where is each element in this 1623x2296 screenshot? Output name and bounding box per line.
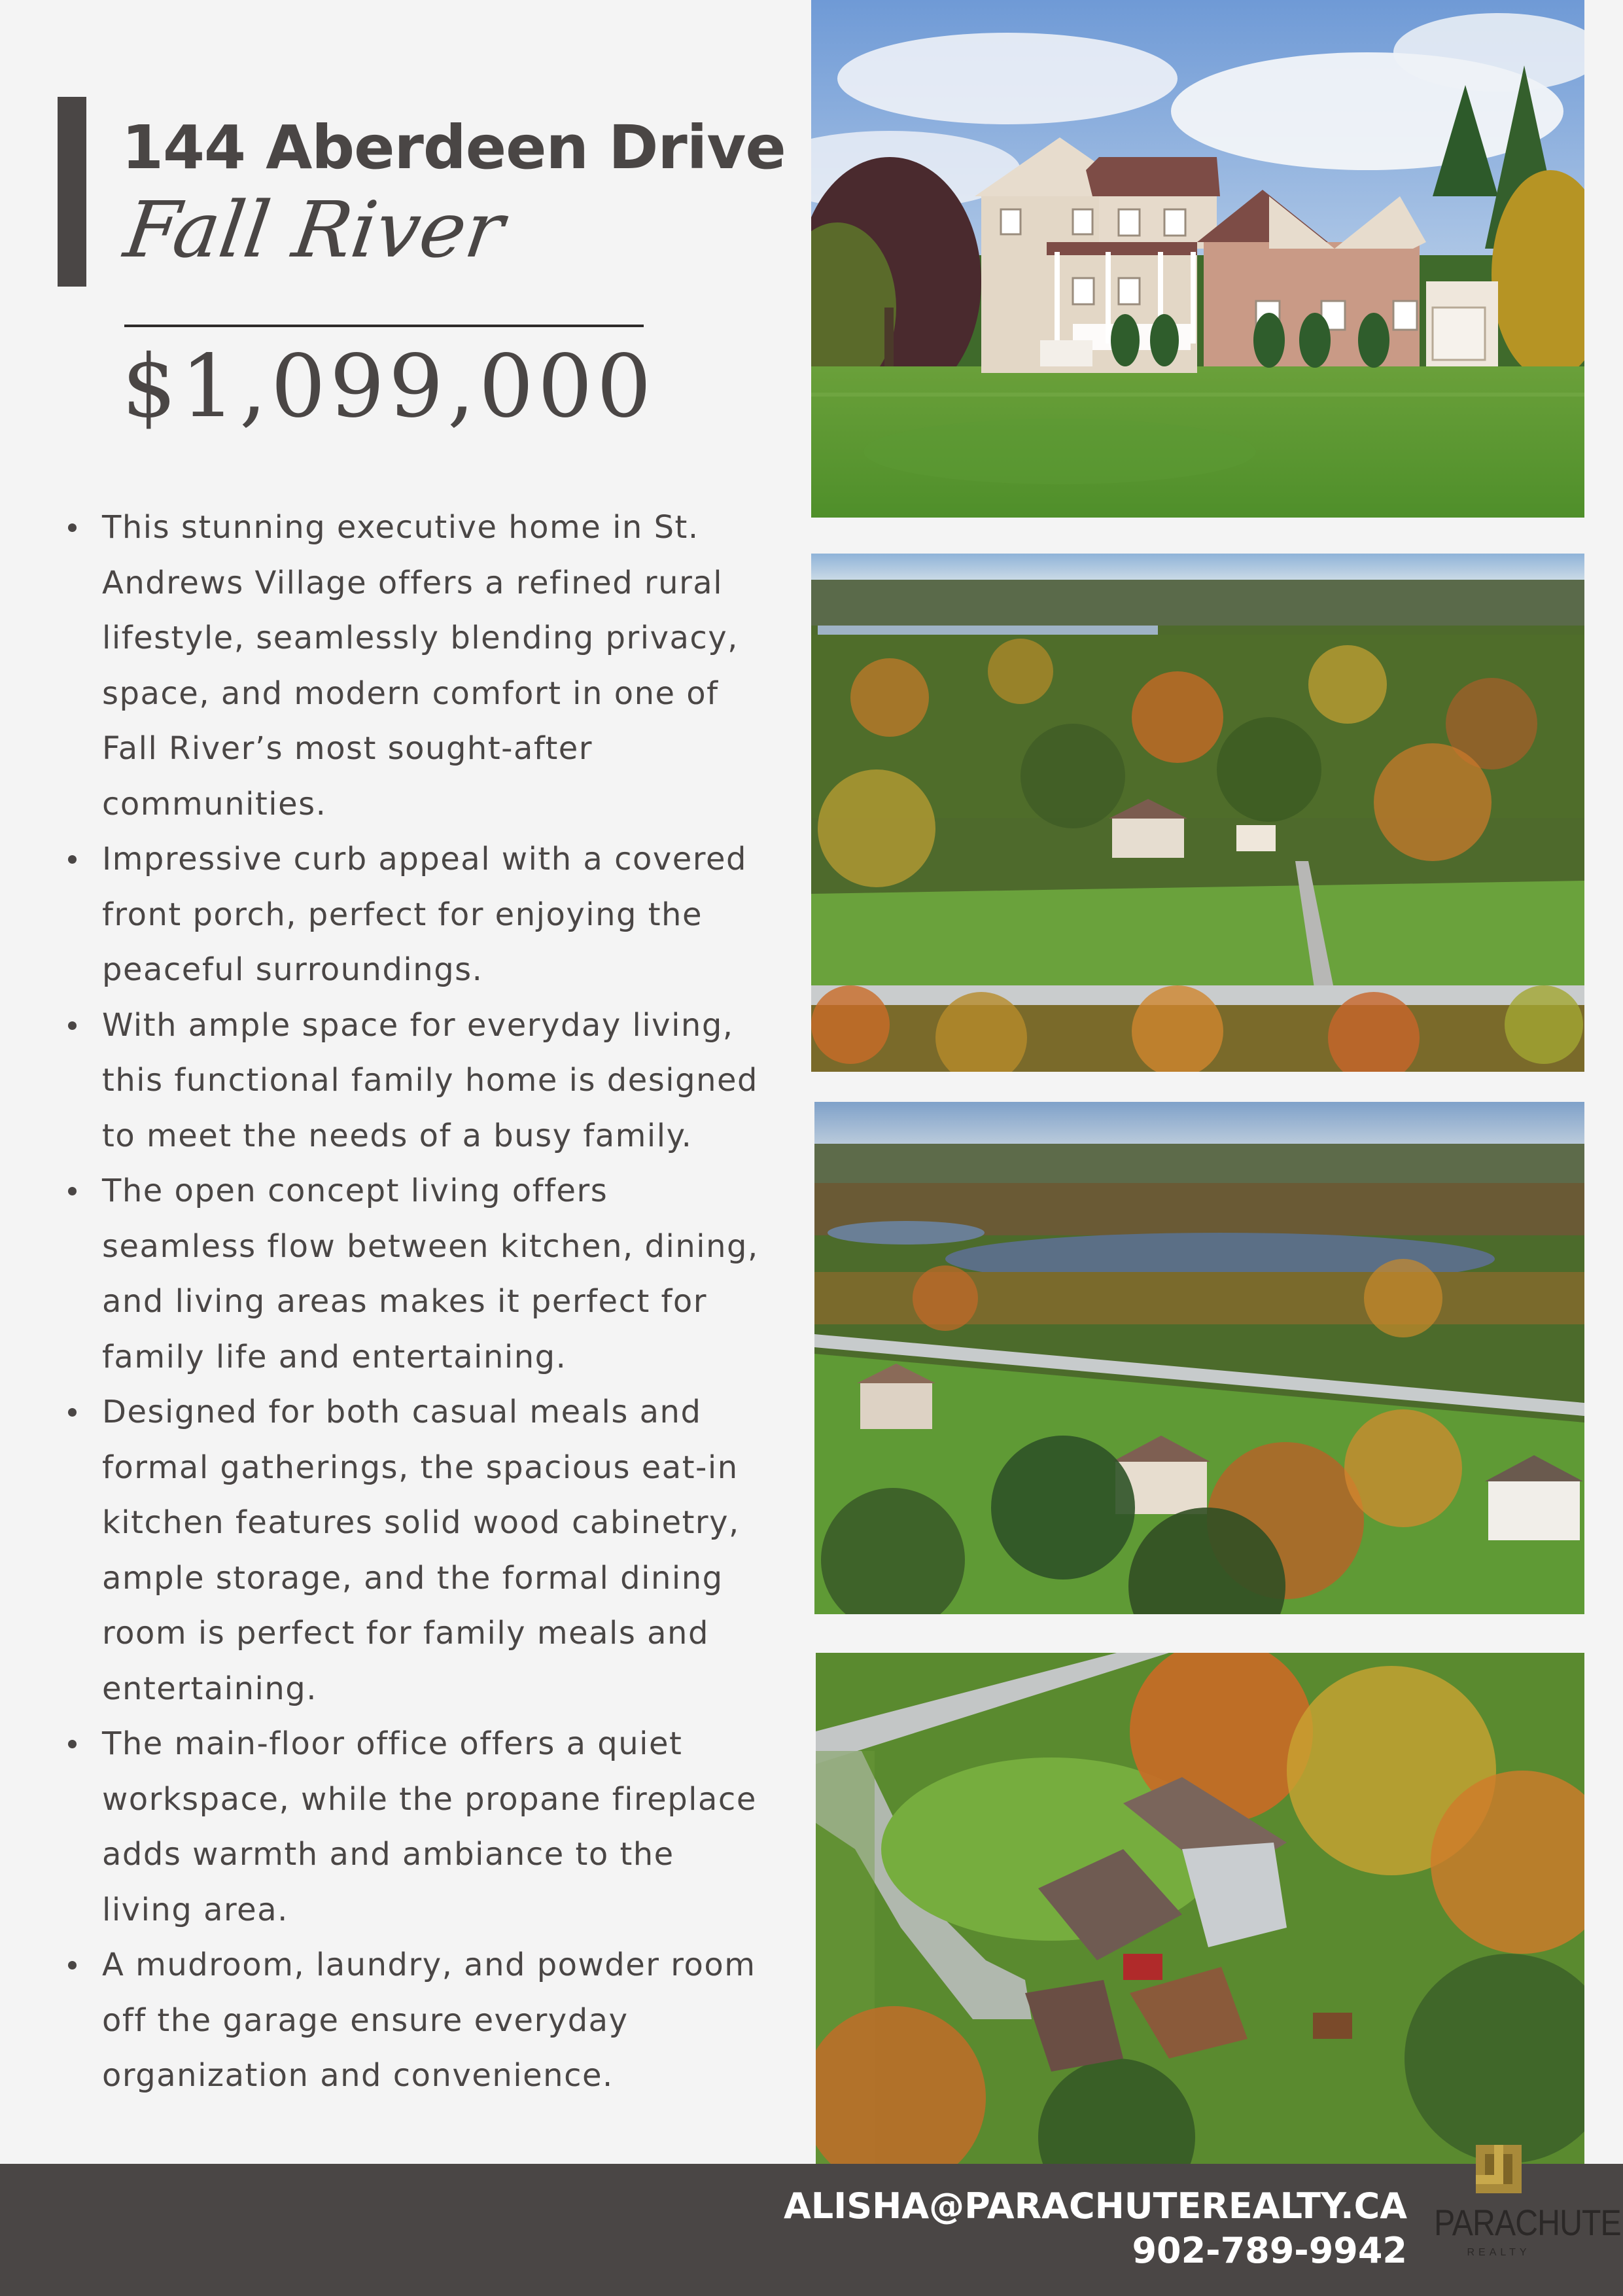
listing-street: 144 Aberdeen Drive	[122, 113, 786, 183]
contact-phone[interactable]: 902-789-9942	[1132, 2230, 1407, 2271]
contact-email[interactable]: ALISHA@PARACHUTEREALTY.CA	[783, 2185, 1407, 2227]
brand-logo	[1423, 2145, 1621, 2269]
bullet-icon	[68, 1408, 77, 1417]
bullet-icon	[68, 1961, 77, 1969]
feature-text: Designed for both casual meals and formal gatherings, the spacious eat-in kitchen features solid wood cabinetry, ample storage, and the formal dining room is perfect for family meals and entertaining.	[102, 1394, 740, 1707]
feature-item	[63, 1937, 769, 2104]
title-divider	[124, 325, 644, 327]
photo-house-front	[811, 0, 1584, 518]
listing-town: Fall River	[119, 185, 510, 275]
feature-item	[63, 1385, 769, 1716]
feature-item	[63, 1163, 769, 1385]
brand-name: PARACHUTE	[1434, 2202, 1621, 2243]
bullet-icon	[68, 855, 77, 864]
feature-text: The open concept living offers seamless flow between kitchen, dining, and living areas makes it perfect for family life and entertaining.	[102, 1173, 759, 1375]
bullet-icon	[68, 523, 77, 532]
listing-price: $1,099,000	[122, 336, 655, 437]
feature-item	[63, 832, 769, 998]
brand-subtitle: REALTY	[1467, 2247, 1531, 2258]
feature-text: The main-floor office offers a quiet workspace, while the propane fireplace adds warmth and ambiance to the living area.	[102, 1725, 757, 1928]
parachute-logo-icon	[1476, 2145, 1522, 2193]
feature-text: With ample space for everyday living, this functional family home is designed to meet the needs of a busy family.	[102, 1006, 759, 1154]
feature-text: A mudroom, laundry, and powder room off the garage ensure everyday organization and convenience.	[102, 1947, 756, 2094]
feature-text: This stunning executive home in St. Andrews Village offers a refined rural lifestyle, seamlessly blending privacy, space, and modern comfort in one of Fall River’s most sought-after communities.	[102, 509, 739, 822]
photo-aerial-lake	[814, 1102, 1584, 1614]
feature-item	[63, 500, 769, 832]
bullet-icon	[68, 1187, 77, 1195]
bullet-icon	[68, 1021, 77, 1030]
photo-aerial-forest	[811, 554, 1584, 1072]
feature-list	[63, 500, 769, 2104]
feature-item	[63, 1716, 769, 1937]
photo-overhead-house	[816, 1653, 1584, 2164]
title-accent-bar	[58, 97, 86, 287]
bullet-icon	[68, 1740, 77, 1748]
feature-item	[63, 998, 769, 1164]
feature-text: Impressive curb appeal with a covered front porch, perfect for enjoying the peaceful surroundings.	[102, 841, 747, 988]
